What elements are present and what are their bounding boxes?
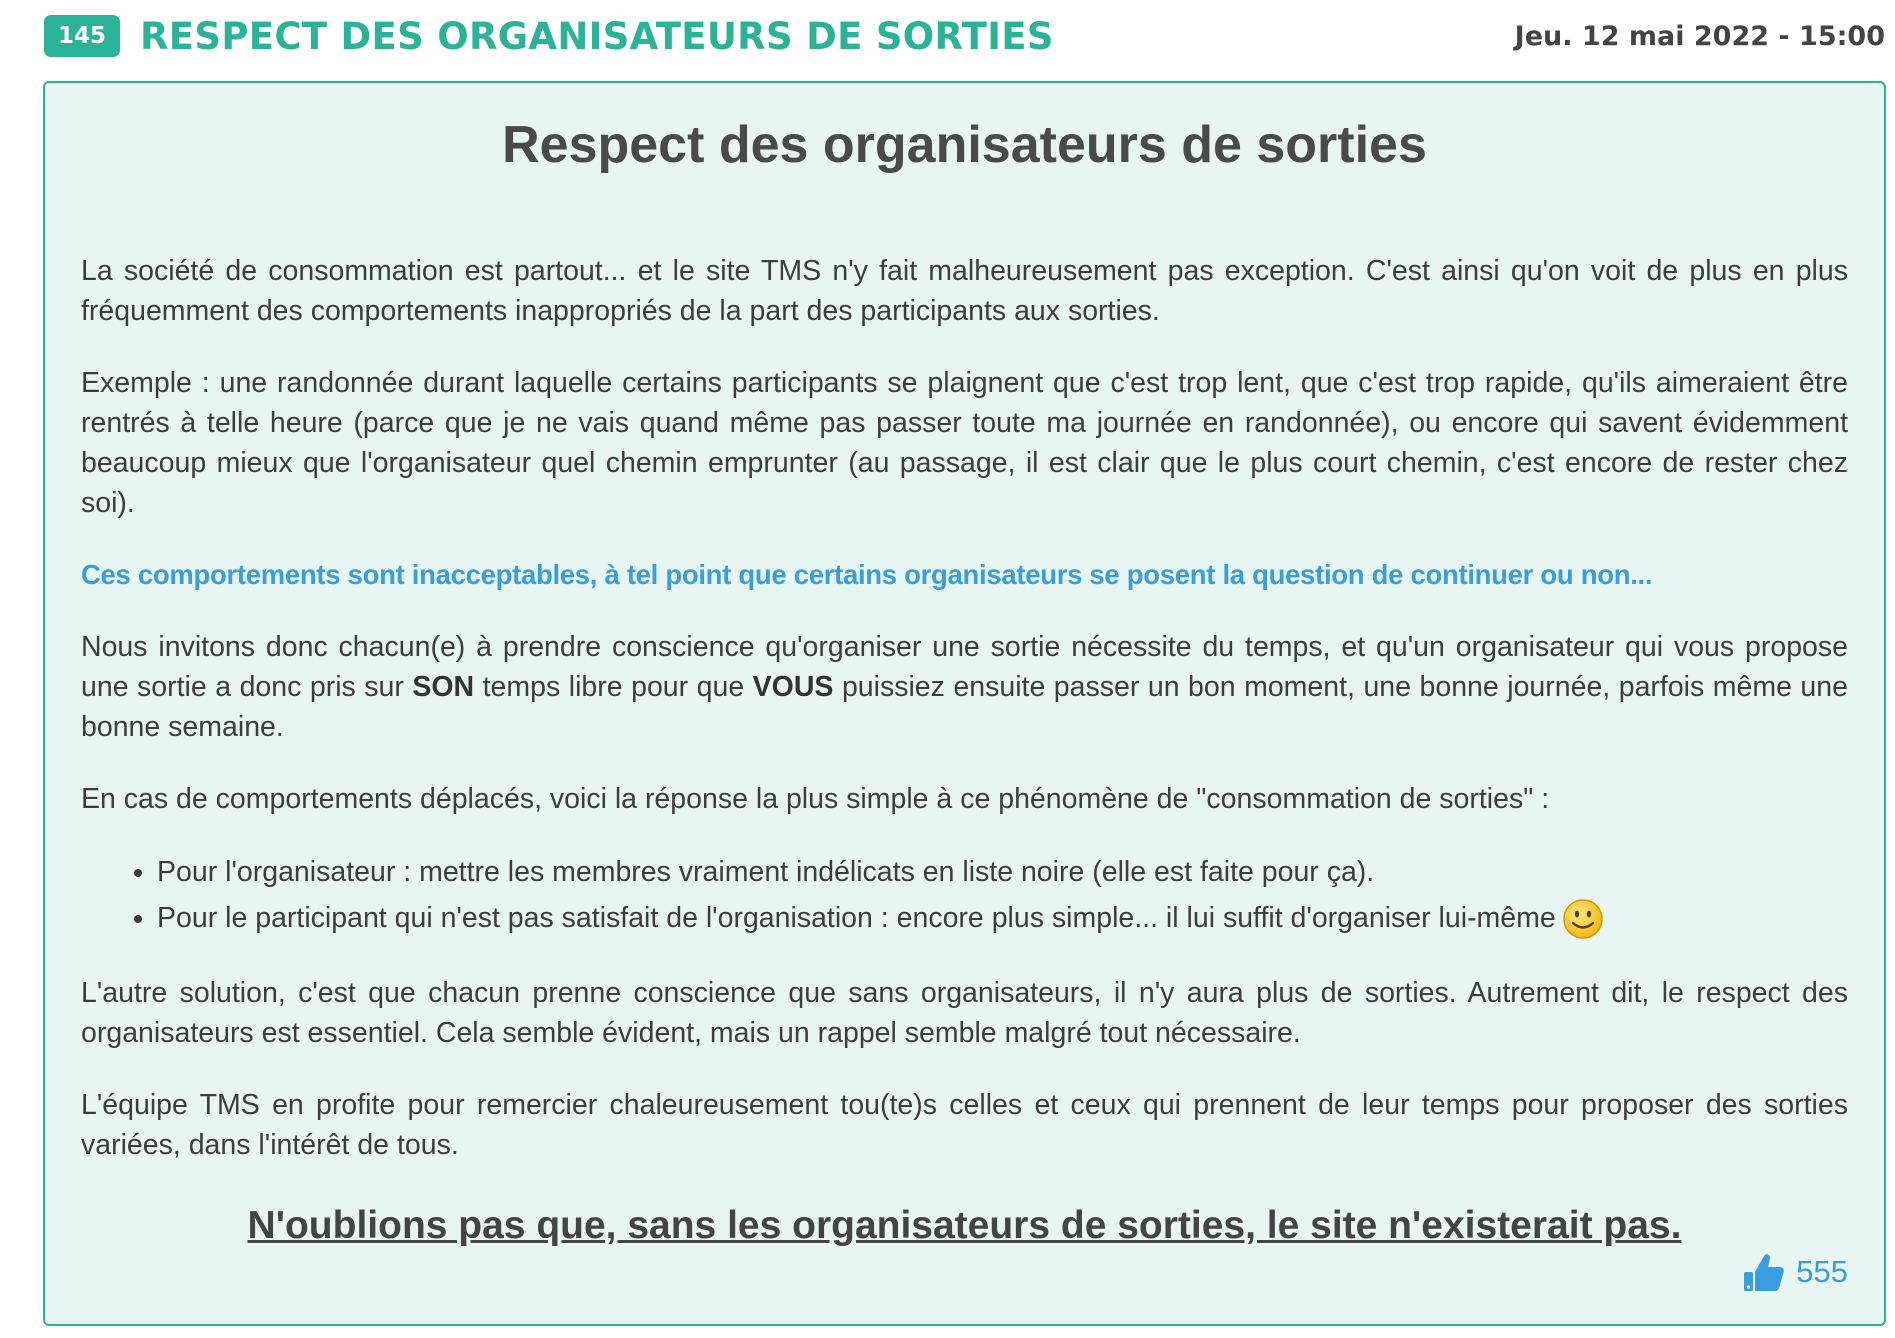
invitation-text-2: temps libre pour que bbox=[474, 671, 753, 703]
closing-statement: N'oublions pas que, sans les organisateurs de sorties, le site n'existerait pas. bbox=[247, 1204, 1682, 1247]
invitation-text-3: puissiez ensuite passer un bon moment, une bonne journée, parfois même une bonne semaine. bbox=[81, 671, 1848, 743]
post-date: Jeu. 12 mai 2022 - 15:00 bbox=[1514, 20, 1885, 52]
invitation-strong-vous: VOUS bbox=[752, 671, 834, 703]
paragraph-highlight: Ces comportements sont inacceptables, à tel point que certains organisateurs se posent la question de continuer ou non... bbox=[81, 559, 1653, 590]
invitation-strong-son: SON bbox=[412, 671, 475, 703]
invitation-text-1: Nous invitons donc chacun(e) à prendre conscience qu'organiser une sortie nécessite du temps, et qu'un organisateur qui vous propose une sortie a donc pris sur bbox=[81, 631, 1848, 703]
paragraph-example: Exemple : une randonnée durant laquelle certains participants se plaignent que c'est trop lent, que c'est trop rapide, qu'ils aimeraient être rentrés à telle heure (parce que je ne vais quand même pas passer toute ma journée en randonnée), ou encore qui savent évidemment beaucoup mieux que l'organisateur quel chemin emprunter (au passage, il est clair que le plus court chemin, c'est encore de rester chez soi). bbox=[81, 367, 1848, 519]
paragraph-invitation bbox=[81, 627, 1848, 747]
paragraph-response: En cas de comportements déplacés, voici la réponse la plus simple à ce phénomène de "consommation de sorties" : bbox=[81, 783, 1550, 815]
like-button[interactable] bbox=[1742, 1250, 1848, 1294]
thumbs-up-icon bbox=[1742, 1250, 1786, 1294]
list-item bbox=[157, 895, 1848, 941]
response-list bbox=[81, 849, 1848, 941]
paragraph-intro: La société de consommation est partout... et le site TMS n'y fait malheureusement pas exception. C'est ainsi qu'on voit de plus en plus fréquemment des comportements inappropriés de la part des participants aux sorties. bbox=[81, 255, 1848, 327]
list-item-text: Pour le participant qui n'est pas satisfait de l'organisation : encore plus simple... il lui suffit d'organiser lui-même bbox=[157, 902, 1556, 934]
paragraph-solution: L'autre solution, c'est que chacun prenne conscience que sans organisateurs, il n'y aura plus de sorties. Autrement dit, le respect des organisateurs est essentiel. Cela semble évident, mais un rappel semble malgré tout nécessaire. bbox=[81, 977, 1848, 1049]
list-item bbox=[157, 849, 1848, 895]
paragraph-thanks: L'équipe TMS en profite pour remercier chaleureusement tou(te)s celles et ceux qui prennent de leur temps pour proposer des sorties variées, dans l'intérêt de tous. bbox=[81, 1089, 1848, 1161]
post-number-badge: 145 bbox=[44, 15, 120, 57]
article-title: Respect des organisateurs de sorties bbox=[502, 116, 1427, 174]
post-title-link[interactable]: RESPECT DES ORGANISATEURS DE SORTIES bbox=[140, 14, 1054, 58]
article-card bbox=[43, 81, 1886, 1326]
post-header bbox=[44, 8, 1885, 64]
like-count: 555 bbox=[1796, 1254, 1848, 1289]
smiley-icon bbox=[1562, 898, 1604, 940]
list-item-text: Pour l'organisateur : mettre les membres vraiment indélicats en liste noire (elle est faite pour ça). bbox=[157, 856, 1375, 888]
